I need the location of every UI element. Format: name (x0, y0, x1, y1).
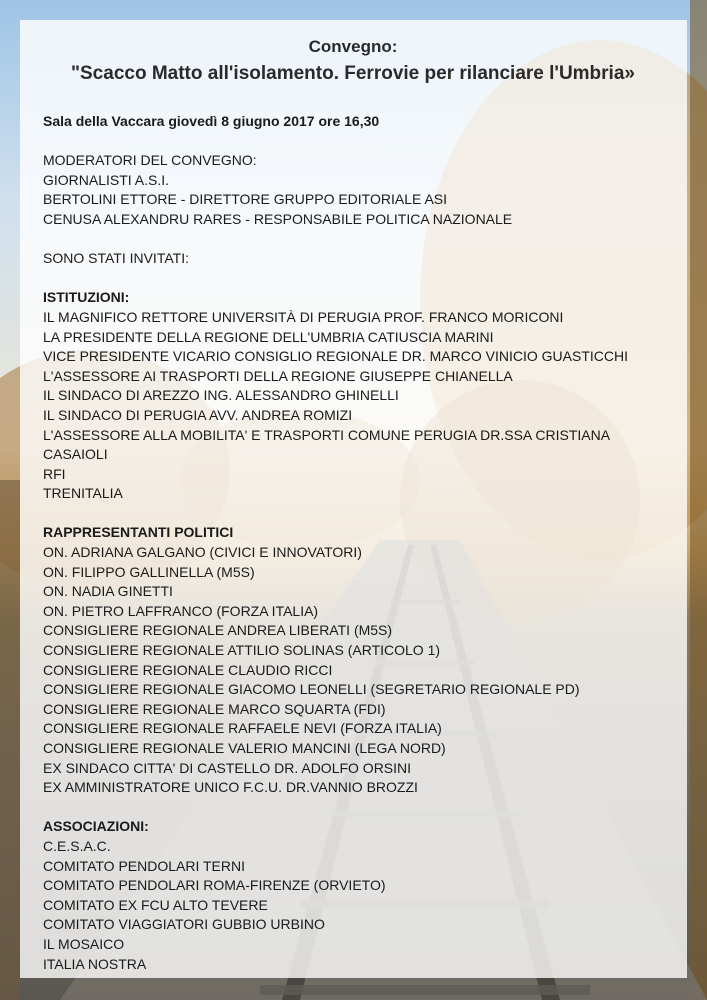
istituzioni-item: RFI (43, 465, 66, 482)
politici-item: ON. ADRIANA GALGANO (CIVICI E INNOVATORI) (43, 544, 362, 561)
istituzioni-item: IL MAGNIFICO RETTORE UNIVERSITÀ DI PERUGIA PROF. FRANCO MORICONI (43, 308, 564, 325)
politici-item: CONSIGLIERE REGIONALE ANDREA LIBERATI (M5S) (43, 622, 393, 639)
moderator-item: CENUSA ALEXANDRU RARES - RESPONSABILE POLITICA NAZIONALE (43, 210, 513, 227)
istituzioni-item: CASAIOLI (43, 446, 108, 463)
politici-item: CONSIGLIERE REGIONALE MARCO SQUARTA (FDI) (43, 700, 386, 717)
istituzioni-item: L'ASSESSORE AI TRASPORTI DELLA REGIONE GIUSEPPE CHIANELLA (43, 367, 513, 384)
associazioni-item: ITALIA NOSTRA (43, 955, 147, 972)
document-content (43, 36, 683, 974)
moderator-item: BERTOLINI ETTORE - DIRETTORE GRUPPO EDITORIALE ASI (43, 191, 448, 208)
moderator-item: GIORNALISTI A.S.I. (43, 171, 170, 188)
associazioni-item: COMITATO PENDOLARI TERNI (43, 857, 245, 874)
associazioni-heading: ASSOCIAZIONI: (43, 818, 149, 835)
politici-heading: RAPPRESENTANTI POLITICI (43, 524, 234, 541)
title-line-2: "Scacco Matto all'isolamento. Ferrovie per rilanciare l'Umbria» (71, 63, 635, 84)
istituzioni-item: IL SINDACO DI AREZZO ING. ALESSANDRO GHINELLI (43, 387, 399, 404)
politici-item: CONSIGLIERE REGIONALE ATTILIO SOLINAS (ARTICOLO 1) (43, 642, 441, 659)
politici-item: ON. NADIA GINETTI (43, 583, 173, 600)
politici-item: EX AMMINISTRATORE UNICO F.C.U. DR.VANNIO BROZZI (43, 779, 418, 796)
istituzioni-item: LA PRESIDENTE DELLA REGIONE DELL'UMBRIA CATIUSCIA MARINI (43, 328, 494, 345)
conference-title (43, 36, 663, 87)
associazioni-item: COMITATO EX FCU ALTO TEVERE (43, 896, 268, 913)
moderators-heading: MODERATORI DEL CONVEGNO: (43, 152, 257, 169)
politici-item: ON. FILIPPO GALLINELLA (M5S) (43, 563, 255, 580)
associazioni-item: COMITATO PENDOLARI ROMA-FIRENZE (ORVIETO) (43, 877, 386, 894)
title-line-1: Convegno: (308, 37, 398, 56)
istituzioni-item: L'ASSESSORE ALLA MOBILITA' E TRASPORTI COMUNE PERUGIA DR.SSA CRISTIANA (43, 426, 611, 443)
politici-item: EX SINDACO CITTA' DI CASTELLO DR. ADOLFO ORSINI (43, 759, 412, 776)
politici-item: CONSIGLIERE REGIONALE CLAUDIO RICCI (43, 661, 333, 678)
invited-heading: SONO STATI INVITATI: (43, 250, 189, 267)
associazioni-item: IL MOSAICO (43, 935, 125, 952)
istituzioni-item: TRENITALIA (43, 485, 123, 502)
politici-item: CONSIGLIERE REGIONALE VALERIO MANCINI (LEGA NORD) (43, 740, 446, 756)
politici-item: CONSIGLIERE REGIONALE GIACOMO LEONELLI (SEGRETARIO REGIONALE PD) (43, 681, 580, 698)
venue-date: Sala della Vaccara giovedì 8 giugno 2017 ore 16,30 (43, 113, 380, 129)
istituzioni-item: VICE PRESIDENTE VICARIO CONSIGLIO REGIONALE DR. MARCO VINICIO GUASTICCHI (43, 348, 628, 365)
politici-item: ON. PIETRO LAFFRANCO (FORZA ITALIA) (43, 602, 319, 619)
istituzioni-heading: ISTITUZIONI: (43, 289, 130, 306)
politici-item: CONSIGLIERE REGIONALE RAFFAELE NEVI (FORZA ITALIA) (43, 720, 442, 737)
istituzioni-item: IL SINDACO DI PERUGIA AVV. ANDREA ROMIZI (43, 406, 353, 423)
associazioni-item: C.E.S.A.C. (43, 837, 111, 854)
associazioni-item: COMITATO VIAGGIATORI GUBBIO URBINO (43, 916, 325, 933)
